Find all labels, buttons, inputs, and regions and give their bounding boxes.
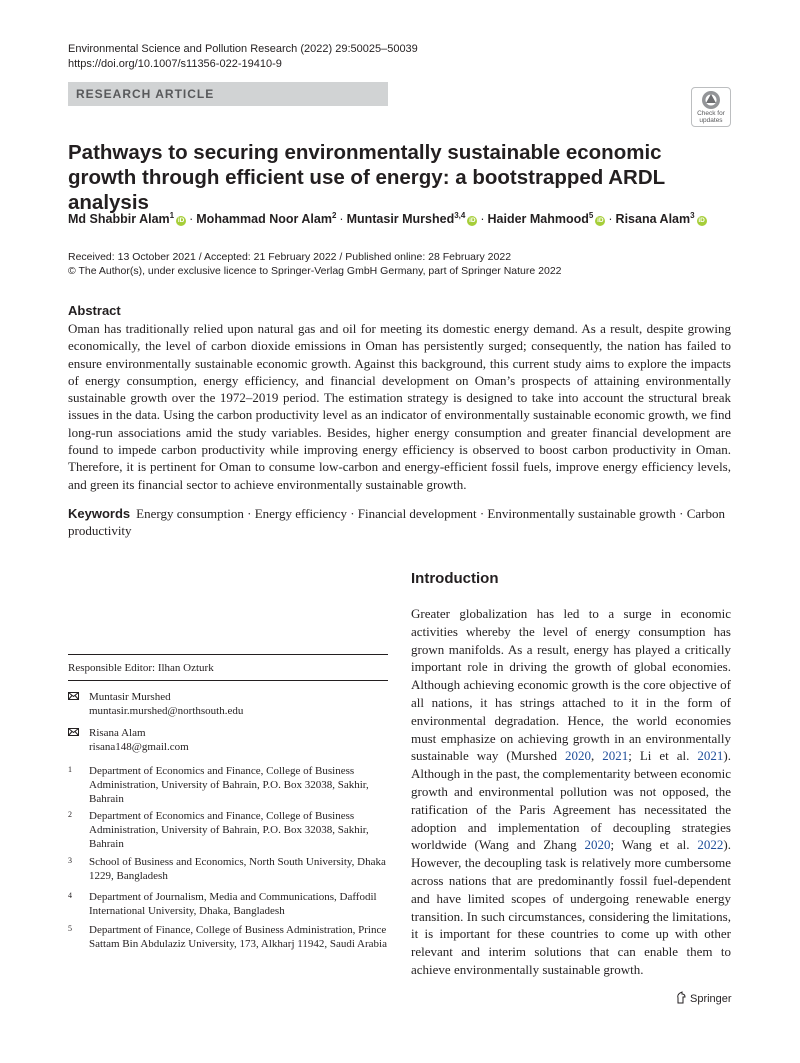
- citation-link[interactable]: 2020: [584, 837, 611, 853]
- author-name[interactable]: Md Shabbir Alam: [68, 212, 170, 226]
- citation-link[interactable]: 2021: [697, 748, 724, 764]
- author-separator: ·: [189, 212, 194, 226]
- article-type-banner: RESEARCH ARTICLE: [68, 82, 388, 106]
- contact-email[interactable]: risana148@gmail.com: [89, 741, 189, 753]
- affiliation-text: Department of Finance, College of Business Administration, Prince Sattam Bin Abdulaziz University, 173, Alkharj 11942, Saudi Arabia: [89, 924, 387, 950]
- keywords-label: Keywords: [68, 506, 131, 521]
- affiliation-text: School of Business and Economics, North South University, Dhaka 1229, Bangladesh: [89, 856, 386, 882]
- intro-text-part: ). Although in the past, the complementarity between economic growth and environmental pollution was not opposed, the ratification of the Paris Agreement has necessitated the adoption and implementation of decoupling strategies worldwide (Wang and Zhang: [411, 748, 731, 853]
- citation-link[interactable]: 2022: [697, 837, 724, 853]
- affiliation-number: 2: [68, 810, 72, 819]
- contact-name: Risana Alam: [89, 727, 146, 739]
- introduction-paragraph: [411, 605, 731, 979]
- author-name[interactable]: Risana Alam: [615, 212, 691, 226]
- responsible-editor: Responsible Editor: Ilhan Ozturk: [68, 662, 214, 674]
- article-title: Pathways to securing environmentally sustainable economic growth through efficient use of energy: a bootstrapped ARDL analysis: [68, 141, 665, 214]
- affiliation-text: Department of Economics and Finance, College of Business Administration, University of Bahrain, P.O. Box 32038, Sakhir, Bahrain: [89, 810, 369, 850]
- envelope-icon: [68, 728, 79, 736]
- author-list: [68, 211, 758, 227]
- check-updates-icon: [692, 89, 730, 111]
- author-name[interactable]: Mohammad Noor Alam: [196, 212, 332, 226]
- envelope-icon: [68, 692, 79, 700]
- orcid-icon[interactable]: iD: [469, 217, 476, 224]
- intro-text-part: Greater globalization has led to a surge in economic activities whereby the level of energy consumption has grown manifolds. As a result, energy has played a critically important role in driving the growth of global economies. Although achieving economic growth is the core objective of all nations, it has strings attached to it in the form of environmental degradation. Hence, the world economies must emphasize on achieving growth in an environmentally sustainable way (Murshed: [411, 606, 731, 764]
- author-affiliation-marker: 3,4: [454, 210, 466, 220]
- affiliation-number: 1: [68, 765, 72, 774]
- publication-dates: Received: 13 October 2021 / Accepted: 21 February 2022 / Published online: 28 February 2022: [68, 251, 512, 263]
- author-name[interactable]: Muntasir Murshed: [346, 212, 455, 226]
- intro-text-part: ; Li et al.: [628, 748, 698, 764]
- author-name[interactable]: Haider Mahmood: [487, 212, 589, 226]
- author-affiliation-marker: 1: [169, 210, 175, 220]
- author-separator: ·: [608, 212, 613, 226]
- publisher-name: Springer: [690, 993, 732, 1005]
- check-updates-label: Check for updates: [697, 110, 725, 124]
- author-affiliation-marker: 5: [588, 210, 594, 220]
- orcid-icon[interactable]: iD: [698, 217, 705, 224]
- orcid-icon[interactable]: iD: [597, 217, 604, 224]
- keywords-text: Energy consumption · Energy efficiency · Financial development · Environmentally sustainable growth · Carbon productivity: [68, 506, 725, 539]
- abstract-text: Oman has traditionally relied upon natural gas and oil for meeting its domestic energy demand. As a result, despite growing economically, the level of carbon dioxide emissions in Oman has persistently surged; consequently, the nation has failed to ensure environmentally sustainable economic growth. Against this background, this current study aims to explore the impacts of energy consumption, energy efficiency, and financial development on Oman’s prospects of attaining environmentally sustainable growth over the 1972–2019 period. The estimation strategy is designed to take into account the structural break issues in the data. Using the carbon productivity level as an indicator of environmentally sustainable economic growth, we find long-run associations amid the study variables. Besides, higher energy consumption and greater financial development are found to impede carbon productivity while improving energy efficiency is observed to boost carbon productivity in Oman. Therefore, it is pertinent for Oman to consume low-carbon and energy-efficient fossil fuels, improve energy efficiency levels, and green its financial sector to achieve environmentally sustainable growth.: [68, 321, 731, 492]
- contact-name: Muntasir Murshed: [89, 691, 171, 703]
- keywords: [68, 505, 731, 540]
- intro-text-part: ). However, the decoupling task is relatively more cumbersome across nations that are predominantly fossil fuel-dependent and have limited scopes of undergoing renewable energy transition. In such circumstances, considering the limitations, it is important for these countries to come up with other relevant and interim solutions that can enable them to achieve environmentally sustainable growth.: [411, 837, 731, 977]
- intro-text-part: ,: [590, 748, 603, 764]
- affiliation-text: Department of Journalism, Media and Communications, Daffodil International University, Dhaka, Bangladesh: [89, 891, 377, 917]
- check-for-updates-badge[interactable]: [691, 87, 731, 127]
- affiliation-text: Department of Economics and Finance, College of Business Administration, University of Bahrain, P.O. Box 32038, Sakhir, Bahrain: [89, 765, 369, 805]
- footnote-divider: [68, 680, 388, 681]
- contact-email[interactable]: muntasir.murshed@northsouth.edu: [89, 705, 244, 717]
- author-affiliation-marker: 2: [331, 210, 337, 220]
- footnote-divider: [68, 654, 388, 655]
- orcid-icon[interactable]: iD: [177, 217, 185, 224]
- affiliation-number: 4: [68, 891, 72, 900]
- affiliation-number: 3: [68, 856, 72, 865]
- affiliation-number: 5: [68, 924, 72, 933]
- author-separator: ·: [339, 212, 344, 226]
- abstract-heading: Abstract: [68, 303, 121, 318]
- author-separator: ·: [480, 212, 485, 226]
- intro-text-part: ; Wang et al.: [610, 837, 698, 853]
- springer-horse-icon: [676, 991, 687, 1004]
- copyright-notice: © The Author(s), under exclusive licence to Springer-Verlag GmbH Germany, part of Springer Nature 2022: [68, 265, 562, 277]
- journal-citation: Environmental Science and Pollution Research (2022) 29:50025–50039: [68, 43, 418, 55]
- introduction-heading: Introduction: [411, 570, 499, 587]
- citation-link[interactable]: 2020: [564, 748, 591, 764]
- author-affiliation-marker: 3: [690, 210, 695, 220]
- doi-link[interactable]: https://doi.org/10.1007/s11356-022-19410-9: [68, 58, 282, 70]
- citation-link[interactable]: 2021: [602, 748, 629, 764]
- publisher-logo: [676, 991, 732, 1006]
